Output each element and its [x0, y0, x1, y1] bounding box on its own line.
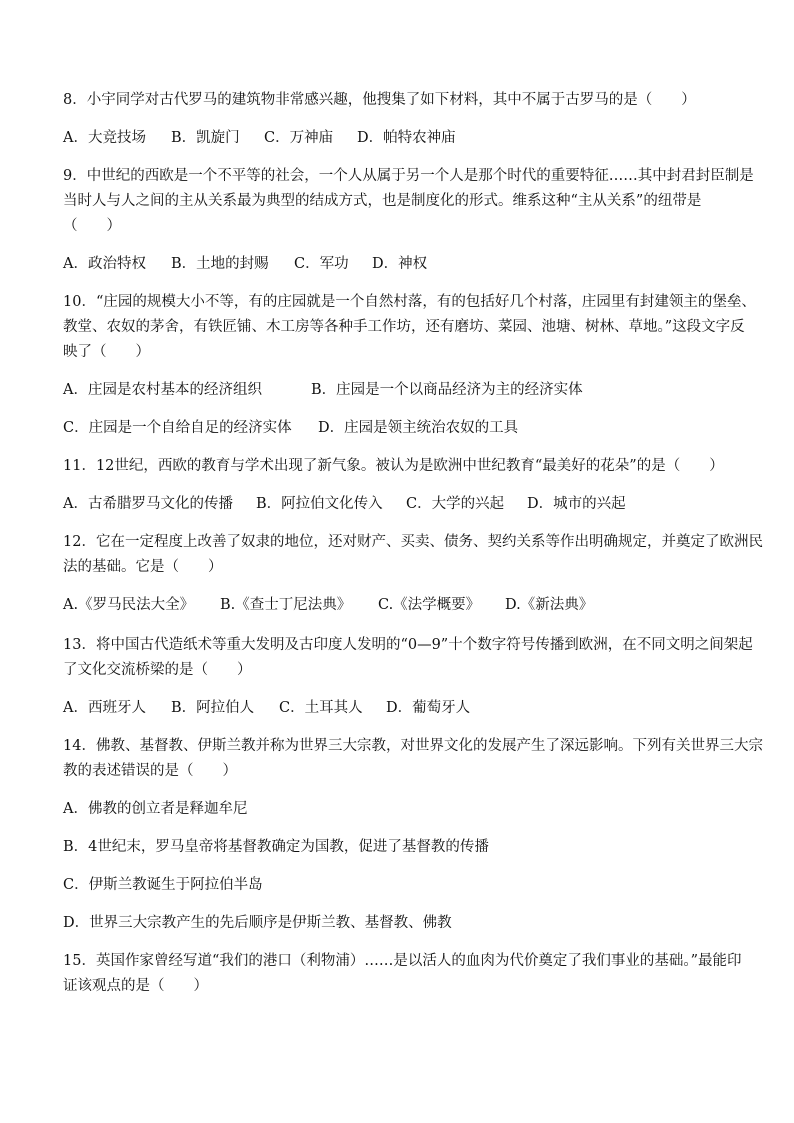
q13-option-c: C．土耳其人: [279, 700, 363, 716]
q14-stem-line-1: 14．佛教、基督教、伊斯兰教并称为世界三大宗教，对世界文化的发展产生了深远影响。下列有关世界三大宗: [63, 738, 763, 754]
q9-option-c: C．军功: [294, 256, 349, 272]
q12-stem-line-2: 法的基础。它是（ ）: [63, 559, 223, 575]
q9-stem-line-3: （ ）: [63, 218, 121, 234]
q14-option-c: C．伊斯兰教诞生于阿拉伯半岛: [63, 877, 263, 893]
q14-option-b: B．4世纪末，罗马皇帝将基督教确定为国教，促进了基督教的传播: [63, 839, 489, 855]
q8-options: [63, 129, 743, 147]
q10-stem-line-1: 10．“庄园的规模大小不等，有的庄园就是一个自然村落，有的包括好几个村落，庄园里有封建领主的堡垒、: [63, 294, 756, 310]
q13-options: [63, 699, 743, 717]
q11-options: [63, 495, 743, 513]
q13-stem-line-1: 13．将中国古代造纸术等重大发明及古印度人发明的“0—9”十个数字符号传播到欧洲，在不同文明之间架起: [63, 637, 753, 653]
q10-options-row-1: [63, 381, 743, 399]
q11-option-c: C．大学的兴起: [406, 496, 505, 512]
q14-stem-line-2: 教的表述错误的是（ ）: [63, 763, 237, 779]
q11-option-b: B．阿拉伯文化传入: [256, 496, 383, 512]
q12-option-b: B.《查士丁尼法典》: [220, 597, 352, 613]
q11-option-a: A．古希腊罗马文化的传播: [63, 496, 233, 512]
q8-option-a: A．大竞技场: [63, 130, 146, 146]
q14-option-a: A．佛教的创立者是释迦牟尼: [63, 801, 248, 817]
q8-option-b: B．凯旋门: [171, 130, 240, 146]
q8-option-d: D．帕特农神庙: [357, 130, 456, 146]
q13-option-b: B．阿拉伯人: [171, 700, 255, 716]
q9-options: [63, 255, 743, 273]
q8-option-c: C．万神庙: [264, 130, 334, 146]
q13-option-d: D．葡萄牙人: [386, 700, 471, 716]
q10-option-a: A．庄园是农村基本的经济组织: [63, 382, 262, 398]
q12-option-a: A.《罗马民法大全》: [63, 597, 195, 613]
q9-stem-line-2: 当时人与人之间的主从关系最为典型的结成方式，也是制度化的形式。维系这种“主从关系”的纽带是: [63, 193, 702, 209]
q12-option-d: D.《新法典》: [505, 597, 594, 613]
q15-stem-line-1: 15．英国作家曾经写道“我们的港口（利物浦）……是以活人的血肉为代价奠定了我们事业的基础。”最能印: [63, 953, 742, 969]
q11-option-d: D．城市的兴起: [527, 496, 626, 512]
q13-stem-line-2: 了文化交流桥梁的是（ ）: [63, 662, 252, 678]
q10-option-c: C．庄园是一个自给自足的经济实体: [63, 420, 292, 436]
q12-stem-line-1: 12．它在一定程度上改善了奴隶的地位，还对财产、买卖、债务、契约关系等作出明确规定，并奠定了欧洲民: [63, 534, 763, 550]
q12-option-c: C.《法学概要》: [378, 597, 481, 613]
q9-option-d: D．神权: [372, 256, 428, 272]
q10-stem-line-3: 映了（ ）: [63, 344, 150, 360]
q15-stem-line-2: 证该观点的是（ ）: [63, 978, 208, 994]
q11-stem: 11．12世纪，西欧的教育与学术出现了新气象。被认为是欧洲中世纪教育“最美好的花朵”的是（ ）: [63, 458, 724, 474]
q13-option-a: A．西班牙人: [63, 700, 146, 716]
q9-stem-line-1: 9．中世纪的西欧是一个不平等的社会，一个人从属于另一个人是那个时代的重要特征……其中封君封臣制是: [63, 168, 754, 184]
q8-stem: 8．小宇同学对古代罗马的建筑物非常感兴趣，他搜集了如下材料，其中不属于古罗马的是（ ）: [63, 92, 696, 108]
q10-stem-line-2: 教堂、农奴的茅舍，有铁匠铺、木工房等各种手工作坊，还有磨坊、菜园、池塘、树林、草地。”这段文字反: [63, 319, 745, 335]
q12-options: [63, 596, 743, 614]
q10-option-b: B．庄园是一个以商品经济为主的经济实体: [311, 382, 583, 398]
q9-option-b: B．土地的封赐: [171, 256, 269, 272]
q14-option-d: D．世界三大宗教产生的先后顺序是伊斯兰教、基督教、佛教: [63, 915, 452, 931]
q10-option-d: D．庄园是领主统治农奴的工具: [318, 420, 519, 436]
q10-options-row-2: [63, 419, 743, 437]
q9-option-a: A．政治特权: [63, 256, 146, 272]
